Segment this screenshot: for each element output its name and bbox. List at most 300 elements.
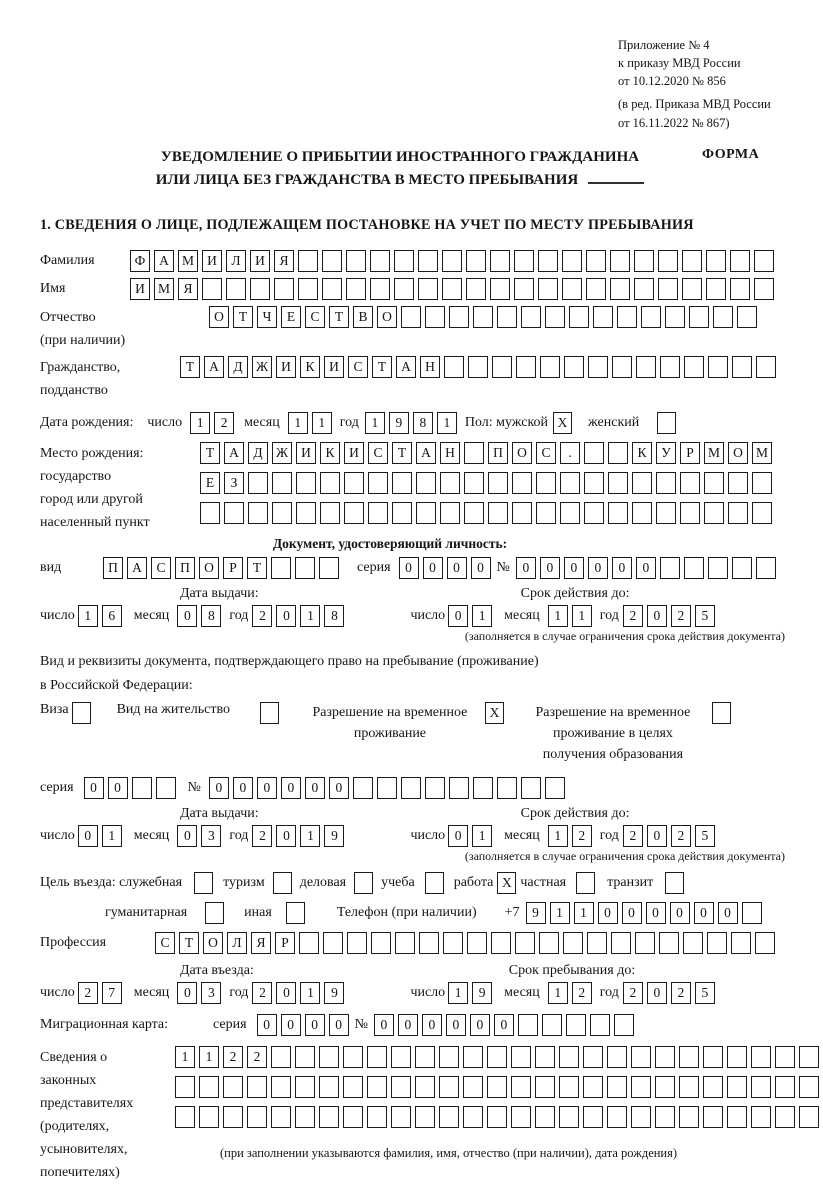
char-cell bbox=[775, 1106, 795, 1128]
char-cell bbox=[679, 1076, 699, 1098]
char-cell: 3 bbox=[201, 982, 221, 1004]
char-cell bbox=[655, 1076, 675, 1098]
char-cell bbox=[708, 356, 728, 378]
char-cell: Т bbox=[179, 932, 199, 954]
char-cell bbox=[463, 1046, 483, 1068]
char-cell: 1 bbox=[190, 412, 210, 434]
month-label: месяц bbox=[133, 984, 170, 1000]
char-cell bbox=[516, 356, 536, 378]
appendix-line: от 10.12.2020 № 856 bbox=[618, 74, 726, 89]
char-cell bbox=[536, 502, 556, 524]
char-cell bbox=[401, 777, 421, 799]
char-cell: 1 bbox=[288, 412, 308, 434]
char-cell bbox=[535, 1046, 555, 1068]
char-cell: О bbox=[728, 442, 748, 464]
char-cell bbox=[298, 250, 318, 272]
citizenship-cells bbox=[180, 356, 780, 378]
char-cell bbox=[418, 278, 438, 300]
char-cell bbox=[416, 472, 436, 494]
char-cell: 1 bbox=[472, 605, 492, 627]
doc-issue-month bbox=[177, 605, 225, 627]
purpose-row bbox=[40, 872, 800, 894]
char-cell bbox=[156, 777, 176, 799]
char-cell: 2 bbox=[247, 1046, 267, 1068]
day-label: число bbox=[410, 984, 446, 1000]
purpose-business-checkbox bbox=[354, 872, 373, 894]
char-cell bbox=[536, 472, 556, 494]
profession-row bbox=[40, 932, 800, 954]
char-cell bbox=[272, 502, 292, 524]
char-cell: 1 bbox=[472, 825, 492, 847]
char-cell bbox=[488, 502, 508, 524]
char-cell bbox=[617, 306, 637, 328]
char-cell bbox=[371, 932, 391, 954]
char-cell bbox=[247, 1076, 267, 1098]
char-cell: 0 bbox=[694, 902, 714, 924]
doc-issue-day bbox=[78, 605, 126, 627]
purpose-humanitarian-label: гуманитарная bbox=[105, 904, 188, 920]
edu-permit-checkbox bbox=[712, 702, 731, 724]
char-cell bbox=[343, 1076, 363, 1098]
char-cell bbox=[607, 1106, 627, 1128]
entry-dates-row bbox=[40, 982, 800, 1004]
char-cell: 2 bbox=[214, 412, 234, 434]
char-cell bbox=[732, 557, 752, 579]
char-cell bbox=[560, 472, 580, 494]
char-cell bbox=[370, 250, 390, 272]
char-cell bbox=[175, 1106, 195, 1128]
year-label: год bbox=[599, 827, 619, 843]
resdoc-issue-year bbox=[252, 825, 348, 847]
char-cell: 0 bbox=[647, 605, 667, 627]
visa-label: Виза bbox=[40, 701, 69, 717]
char-cell bbox=[392, 502, 412, 524]
char-cell: 2 bbox=[252, 605, 272, 627]
doc-type-label: вид bbox=[40, 559, 62, 575]
char-cell: 0 bbox=[494, 1014, 514, 1036]
char-cell bbox=[586, 250, 606, 272]
month-label: месяц bbox=[133, 827, 170, 843]
char-cell: А bbox=[204, 356, 224, 378]
char-cell: Р bbox=[680, 442, 700, 464]
year-label: год bbox=[229, 607, 249, 623]
patronymic-cells bbox=[209, 306, 761, 328]
char-cell bbox=[752, 472, 772, 494]
char-cell bbox=[367, 1106, 387, 1128]
char-cell: Р bbox=[223, 557, 243, 579]
char-cell bbox=[708, 557, 728, 579]
char-cell: 0 bbox=[78, 825, 98, 847]
char-cell bbox=[391, 1046, 411, 1068]
char-cell bbox=[632, 472, 652, 494]
amendment-line: (в ред. Приказа МВД России bbox=[618, 97, 771, 112]
char-cell bbox=[590, 1014, 610, 1036]
char-cell bbox=[658, 250, 678, 272]
resdoc-type-row bbox=[40, 702, 800, 765]
legal-reps-label: Сведения о законных представителях (родителях, усыновителях, попечителях) bbox=[40, 1049, 134, 1180]
char-cell: М bbox=[752, 442, 772, 464]
day-label: число bbox=[410, 607, 446, 623]
purpose-official-checkbox bbox=[194, 872, 213, 894]
issue-date-header: Дата выдачи: bbox=[180, 585, 259, 601]
char-cell bbox=[223, 1106, 243, 1128]
char-cell bbox=[487, 1076, 507, 1098]
char-cell bbox=[754, 278, 774, 300]
char-cell bbox=[535, 1106, 555, 1128]
char-cell: Р bbox=[275, 932, 295, 954]
purpose-study-label: учеба bbox=[381, 874, 415, 890]
char-cell: И bbox=[276, 356, 296, 378]
char-cell bbox=[730, 250, 750, 272]
valid-note: (заполняется в случае ограничения срока действия документа) bbox=[464, 628, 785, 643]
char-cell bbox=[655, 1046, 675, 1068]
char-cell bbox=[394, 250, 414, 272]
char-cell bbox=[296, 472, 316, 494]
char-cell bbox=[367, 1046, 387, 1068]
char-cell bbox=[588, 356, 608, 378]
char-cell bbox=[439, 1106, 459, 1128]
char-cell bbox=[274, 278, 294, 300]
char-cell bbox=[199, 1106, 219, 1128]
char-cell bbox=[542, 1014, 562, 1036]
char-cell bbox=[511, 1076, 531, 1098]
char-cell bbox=[706, 250, 726, 272]
name-cells bbox=[130, 278, 778, 300]
char-cell bbox=[514, 278, 534, 300]
resdoc-issue-day bbox=[78, 825, 126, 847]
char-cell: 0 bbox=[471, 557, 491, 579]
purpose-humanitarian-checkbox bbox=[205, 902, 224, 924]
char-cell bbox=[562, 250, 582, 272]
purpose-tourism-label: туризм bbox=[223, 874, 265, 890]
char-cell: 0 bbox=[305, 1014, 325, 1036]
char-cell: 1 bbox=[300, 982, 320, 1004]
surname-cells bbox=[130, 250, 778, 272]
char-cell bbox=[660, 557, 680, 579]
char-cell bbox=[391, 1076, 411, 1098]
birthplace-cells bbox=[200, 442, 776, 532]
char-cell bbox=[755, 932, 775, 954]
char-cell: С bbox=[155, 932, 175, 954]
char-cell bbox=[223, 1076, 243, 1098]
year-label: год bbox=[339, 414, 359, 430]
migration-card-label: Миграционная карта: bbox=[40, 1016, 169, 1032]
char-cell bbox=[298, 278, 318, 300]
purpose-label: Цель въезда: служебная bbox=[40, 874, 183, 890]
char-cell bbox=[320, 472, 340, 494]
valid-until-header: Срок действия до: bbox=[520, 805, 630, 821]
migration-card-row bbox=[40, 1014, 800, 1036]
legal-reps-line2 bbox=[175, 1076, 823, 1098]
char-cell: О bbox=[203, 932, 223, 954]
profession-label: Профессия bbox=[40, 934, 107, 950]
char-cell: И bbox=[344, 442, 364, 464]
char-cell: 0 bbox=[177, 825, 197, 847]
char-cell bbox=[449, 777, 469, 799]
char-cell bbox=[415, 1046, 435, 1068]
month-label: месяц bbox=[133, 607, 170, 623]
citizenship-label: Гражданство, подданство bbox=[40, 359, 121, 398]
identity-doc-heading: Документ, удостоверяющий личность: bbox=[272, 535, 508, 551]
char-cell bbox=[660, 356, 680, 378]
resdoc-number-label: № bbox=[187, 779, 201, 795]
birthplace-line1 bbox=[200, 442, 776, 464]
char-cell bbox=[487, 1046, 507, 1068]
char-cell: 9 bbox=[324, 982, 344, 1004]
migration-series-label: серия bbox=[213, 1016, 247, 1032]
char-cell bbox=[323, 932, 343, 954]
char-cell bbox=[612, 356, 632, 378]
char-cell bbox=[727, 1076, 747, 1098]
char-cell: 0 bbox=[598, 902, 618, 924]
char-cell bbox=[659, 932, 679, 954]
form-title-line2: ИЛИ ЛИЦА БЕЗ ГРАЖДАНСТВА В МЕСТО ПРЕБЫВАНИЯ bbox=[155, 172, 579, 189]
char-cell: Ж bbox=[272, 442, 292, 464]
char-cell bbox=[545, 306, 565, 328]
char-cell: У bbox=[656, 442, 676, 464]
doc-valid-month bbox=[548, 605, 596, 627]
char-cell: 0 bbox=[257, 1014, 277, 1036]
char-cell bbox=[521, 777, 541, 799]
char-cell bbox=[440, 472, 460, 494]
char-cell: Н bbox=[420, 356, 440, 378]
legal-reps-note: (при заполнении указываются фамилия, имя, отчество (при наличии), дата рождения) bbox=[220, 1145, 678, 1160]
resdoc-series-cells bbox=[84, 777, 180, 799]
char-cell bbox=[545, 777, 565, 799]
stay-until-header: Срок пребывания до: bbox=[508, 962, 636, 978]
surname-row bbox=[40, 250, 800, 272]
surname-label: Фамилия bbox=[40, 252, 95, 268]
char-cell bbox=[295, 557, 315, 579]
char-cell: 1 bbox=[437, 412, 457, 434]
char-cell bbox=[684, 356, 704, 378]
char-cell bbox=[583, 1046, 603, 1068]
name-row bbox=[40, 278, 800, 300]
day-label: число bbox=[410, 827, 446, 843]
char-cell: Я bbox=[274, 250, 294, 272]
char-cell bbox=[473, 777, 493, 799]
char-cell: А bbox=[154, 250, 174, 272]
resdoc-date-headers bbox=[40, 806, 800, 822]
char-cell: 0 bbox=[305, 777, 325, 799]
char-cell bbox=[368, 502, 388, 524]
char-cell bbox=[464, 502, 484, 524]
char-cell: 1 bbox=[199, 1046, 219, 1068]
char-cell bbox=[634, 278, 654, 300]
char-cell bbox=[635, 932, 655, 954]
valid-note: (заполняется в случае ограничения срока действия документа) bbox=[464, 848, 785, 863]
char-cell: 2 bbox=[78, 982, 98, 1004]
char-cell: Ч bbox=[257, 306, 277, 328]
char-cell bbox=[680, 502, 700, 524]
char-cell bbox=[679, 1046, 699, 1068]
char-cell: 0 bbox=[281, 777, 301, 799]
char-cell bbox=[559, 1076, 579, 1098]
char-cell bbox=[368, 472, 388, 494]
resdoc-valid-day bbox=[448, 825, 496, 847]
char-cell bbox=[608, 472, 628, 494]
char-cell bbox=[634, 250, 654, 272]
name-label: Имя bbox=[40, 280, 66, 296]
char-cell: . bbox=[560, 442, 580, 464]
char-cell: А bbox=[127, 557, 147, 579]
char-cell bbox=[247, 1106, 267, 1128]
doc-type-cells bbox=[103, 557, 343, 579]
birth-month-cells bbox=[288, 412, 336, 434]
char-cell bbox=[295, 1046, 315, 1068]
char-cell: 0 bbox=[84, 777, 104, 799]
char-cell: К bbox=[632, 442, 652, 464]
char-cell bbox=[682, 250, 702, 272]
doc-dates-row bbox=[40, 605, 800, 627]
month-label: месяц bbox=[504, 607, 540, 623]
char-cell bbox=[742, 902, 762, 924]
char-cell bbox=[512, 502, 532, 524]
char-cell: В bbox=[353, 306, 373, 328]
char-cell bbox=[656, 502, 676, 524]
char-cell: С bbox=[536, 442, 556, 464]
char-cell: 8 bbox=[324, 605, 344, 627]
char-cell bbox=[492, 356, 512, 378]
char-cell: О bbox=[512, 442, 532, 464]
char-cell: 0 bbox=[399, 557, 419, 579]
birthplace-block bbox=[40, 442, 800, 534]
char-cell bbox=[370, 278, 390, 300]
char-cell: 0 bbox=[209, 777, 229, 799]
char-cell: Я bbox=[251, 932, 271, 954]
char-cell: 2 bbox=[252, 982, 272, 1004]
char-cell bbox=[593, 306, 613, 328]
patronymic-row bbox=[40, 306, 800, 352]
char-cell bbox=[703, 1076, 723, 1098]
char-cell: Е bbox=[200, 472, 220, 494]
patronymic-label: Отчество (при наличии) bbox=[40, 309, 126, 348]
char-cell bbox=[584, 502, 604, 524]
char-cell bbox=[497, 306, 517, 328]
temp-permit-label: Разрешение на временное проживание bbox=[312, 704, 468, 741]
char-cell bbox=[296, 502, 316, 524]
purpose-private-label: частная bbox=[520, 874, 567, 890]
char-cell: 1 bbox=[448, 982, 468, 1004]
char-cell bbox=[680, 472, 700, 494]
char-cell: Е bbox=[281, 306, 301, 328]
char-cell bbox=[344, 472, 364, 494]
entry-year bbox=[252, 982, 348, 1004]
char-cell bbox=[367, 1076, 387, 1098]
char-cell bbox=[271, 1046, 291, 1068]
char-cell bbox=[751, 1076, 771, 1098]
birthdate-label: Дата рождения: bbox=[40, 414, 134, 430]
char-cell bbox=[416, 502, 436, 524]
char-cell: 2 bbox=[671, 825, 691, 847]
char-cell: О bbox=[199, 557, 219, 579]
char-cell bbox=[704, 472, 724, 494]
issue-date-header: Дата выдачи: bbox=[180, 805, 259, 821]
char-cell bbox=[343, 1046, 363, 1068]
char-cell bbox=[466, 250, 486, 272]
char-cell bbox=[490, 250, 510, 272]
char-cell bbox=[751, 1106, 771, 1128]
char-cell bbox=[727, 1046, 747, 1068]
char-cell bbox=[442, 250, 462, 272]
char-cell bbox=[346, 250, 366, 272]
char-cell bbox=[566, 1014, 586, 1036]
char-cell: 0 bbox=[646, 902, 666, 924]
char-cell bbox=[132, 777, 152, 799]
purpose-tourism-checkbox bbox=[273, 872, 292, 894]
char-cell bbox=[632, 502, 652, 524]
char-cell: И bbox=[250, 250, 270, 272]
char-cell bbox=[295, 1106, 315, 1128]
char-cell bbox=[320, 502, 340, 524]
char-cell: 0 bbox=[588, 557, 608, 579]
year-label: год bbox=[599, 607, 619, 623]
char-cell: М bbox=[154, 278, 174, 300]
doc-date-headers bbox=[40, 586, 800, 602]
char-cell bbox=[248, 472, 268, 494]
char-cell: 0 bbox=[718, 902, 738, 924]
char-cell bbox=[737, 306, 757, 328]
doc-number-label: № bbox=[496, 559, 510, 575]
phone-prefix: +7 bbox=[504, 904, 520, 920]
char-cell: 1 bbox=[312, 412, 332, 434]
char-cell bbox=[175, 1076, 195, 1098]
purpose-row2 bbox=[40, 902, 800, 924]
visa-checkbox bbox=[72, 702, 91, 724]
char-cell bbox=[425, 777, 445, 799]
char-cell: 2 bbox=[671, 982, 691, 1004]
purpose-work-label: работа bbox=[453, 874, 494, 890]
char-cell: 0 bbox=[448, 825, 468, 847]
doc-issue-year bbox=[252, 605, 348, 627]
char-cell bbox=[271, 1106, 291, 1128]
char-cell: 8 bbox=[201, 605, 221, 627]
doc-series-cells bbox=[399, 557, 495, 579]
char-cell bbox=[490, 278, 510, 300]
char-cell: 0 bbox=[276, 825, 296, 847]
char-cell: И bbox=[296, 442, 316, 464]
birth-day-cells bbox=[190, 412, 238, 434]
char-cell: 0 bbox=[276, 605, 296, 627]
resdoc-issue-month bbox=[177, 825, 225, 847]
sex-female-checkbox bbox=[657, 412, 676, 434]
char-cell bbox=[511, 1106, 531, 1128]
char-cell bbox=[540, 356, 560, 378]
char-cell bbox=[728, 472, 748, 494]
char-cell bbox=[419, 932, 439, 954]
char-cell bbox=[319, 557, 339, 579]
birthplace-label: Место рождения: государство город или другой населенный пункт bbox=[40, 445, 150, 530]
char-cell bbox=[730, 278, 750, 300]
char-cell: Л bbox=[226, 250, 246, 272]
month-label: месяц bbox=[504, 827, 540, 843]
char-cell bbox=[704, 502, 724, 524]
char-cell bbox=[491, 932, 511, 954]
entry-date-header: Дата въезда: bbox=[180, 962, 254, 978]
char-cell bbox=[610, 278, 630, 300]
char-cell: 6 bbox=[102, 605, 122, 627]
stay-day bbox=[448, 982, 496, 1004]
char-cell: Т bbox=[372, 356, 392, 378]
char-cell bbox=[732, 356, 752, 378]
doc-series-label: серия bbox=[357, 559, 391, 575]
char-cell bbox=[535, 1076, 555, 1098]
char-cell bbox=[559, 1046, 579, 1068]
char-cell: 0 bbox=[564, 557, 584, 579]
char-cell bbox=[353, 777, 373, 799]
char-cell: З bbox=[224, 472, 244, 494]
char-cell bbox=[515, 932, 535, 954]
